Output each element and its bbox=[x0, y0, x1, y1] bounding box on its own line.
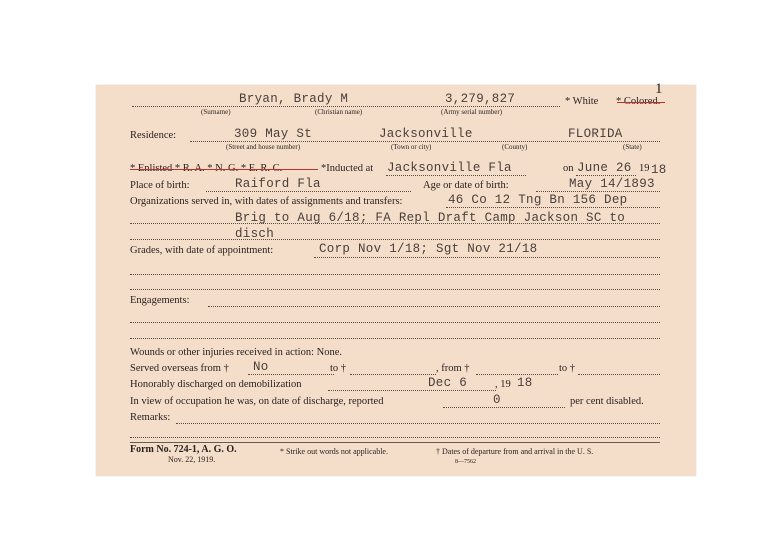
from-label-2: , from † bbox=[436, 363, 470, 374]
to-label-1: to † bbox=[330, 363, 347, 374]
engagements-label: Engagements: bbox=[130, 295, 190, 306]
footnote-strike: * Strike out words not applicable. bbox=[280, 447, 388, 456]
white-label: * White bbox=[565, 96, 599, 107]
grades-line bbox=[314, 257, 660, 258]
discharge-year-prefix: , 19 bbox=[495, 379, 511, 390]
overseas-to-line bbox=[350, 374, 436, 375]
grades-line-2 bbox=[130, 274, 660, 275]
remarks-line-1 bbox=[176, 423, 660, 424]
inducted-date-line bbox=[576, 175, 636, 176]
birth-place-label: Place of birth: bbox=[130, 180, 190, 191]
inducted-year-typed: 18 bbox=[651, 163, 667, 177]
enlisted-label: * Enlisted * R. A. * N. G. * E. R. C. bbox=[130, 163, 283, 174]
overseas-from-line bbox=[248, 374, 334, 375]
county-label: (County) bbox=[502, 143, 528, 151]
occupation-label: In view of occupation he was, on date of discharge, reported bbox=[130, 396, 384, 407]
serial-label: (Army serial number) bbox=[441, 108, 503, 116]
christian-name-label: (Christian name) bbox=[315, 108, 363, 116]
org-typed-2: Brig to Aug 6/18; FA Repl Draft Camp Jackson SC to bbox=[235, 211, 626, 225]
on-label: on bbox=[563, 163, 574, 174]
org-line-1 bbox=[446, 207, 660, 208]
state-typed: FLORIDA bbox=[568, 127, 623, 141]
organizations-label: Organizations served in, with dates of assignments and transfers: bbox=[130, 196, 403, 207]
footer-rule bbox=[130, 442, 660, 443]
org-typed-1: 46 Co 12 Tng Bn 156 Dep bbox=[448, 193, 628, 207]
disability-typed: 0 bbox=[493, 393, 501, 407]
grades-line-3 bbox=[130, 289, 660, 290]
colored-strike bbox=[617, 102, 665, 103]
grades-typed: Corp Nov 1/18; Sgt Nov 21/18 bbox=[319, 242, 538, 256]
street-label: (Street and house number) bbox=[226, 143, 301, 151]
inducted-place-typed: Jacksonville Fla bbox=[387, 161, 512, 175]
grades-label: Grades, with date of appointment: bbox=[130, 245, 274, 256]
remarks-label: Remarks: bbox=[130, 412, 171, 423]
residence-line bbox=[190, 141, 660, 142]
remarks-line-2 bbox=[130, 437, 660, 438]
disability-line bbox=[443, 407, 565, 408]
overseas-label: Served overseas from † bbox=[130, 363, 229, 374]
form-date: Nov. 22, 1919. bbox=[168, 455, 216, 464]
form-number: Form No. 724-1, A. G. O. bbox=[130, 444, 237, 455]
age-label: Age or date of birth: bbox=[423, 180, 509, 191]
engagements-line-3 bbox=[130, 338, 660, 339]
org-line-3 bbox=[130, 239, 660, 240]
surname-label: (Surname) bbox=[201, 108, 231, 116]
year-prefix: 19 bbox=[639, 163, 650, 174]
state-label: (State) bbox=[623, 143, 642, 151]
inducted-label: *Inducted at bbox=[321, 163, 374, 174]
org-typed-3: disch bbox=[235, 227, 275, 241]
inducted-line bbox=[386, 175, 526, 176]
birth-date-line bbox=[536, 191, 660, 192]
birth-place-typed: Raiford Fla bbox=[235, 177, 321, 191]
overseas-from-line-2 bbox=[476, 374, 558, 375]
discharge-year-typed: 18 bbox=[517, 376, 533, 390]
discharge-date-line bbox=[328, 390, 496, 391]
footnote-dates: † Dates of departure from and arrival in the U. S. bbox=[436, 447, 594, 456]
name-typed: Bryan, Brady M bbox=[239, 92, 349, 106]
print-code: 8—7562 bbox=[455, 459, 476, 465]
inducted-date-typed: June 26 bbox=[577, 161, 632, 175]
street-typed: 309 May St bbox=[234, 127, 313, 141]
discharge-date-typed: Dec 6 bbox=[428, 376, 468, 390]
overseas-to-line-2 bbox=[578, 374, 660, 375]
enlisted-strike bbox=[130, 169, 318, 170]
colored-label: * Colored. bbox=[616, 96, 661, 107]
birth-date-typed: May 14/1893 bbox=[569, 177, 655, 191]
page-number: 1 bbox=[655, 81, 663, 97]
engagements-line-2 bbox=[130, 322, 660, 323]
to-label-2: to † bbox=[559, 363, 576, 374]
engagements-line-1 bbox=[208, 306, 660, 307]
overseas-typed: No bbox=[253, 360, 269, 374]
birth-place-line bbox=[206, 191, 411, 192]
name-line bbox=[132, 106, 560, 107]
town-label: (Town or city) bbox=[391, 143, 432, 151]
percent-label: per cent disabled. bbox=[570, 396, 644, 407]
residence-label: Residence: bbox=[130, 130, 177, 141]
serial-typed: 3,279,827 bbox=[445, 92, 516, 106]
town-typed: Jacksonville bbox=[379, 127, 473, 141]
service-record-card bbox=[96, 81, 696, 476]
discharged-label: Honorably discharged on demobilization bbox=[130, 379, 302, 390]
wounds-label: Wounds or other injuries received in action: None. bbox=[130, 347, 343, 358]
